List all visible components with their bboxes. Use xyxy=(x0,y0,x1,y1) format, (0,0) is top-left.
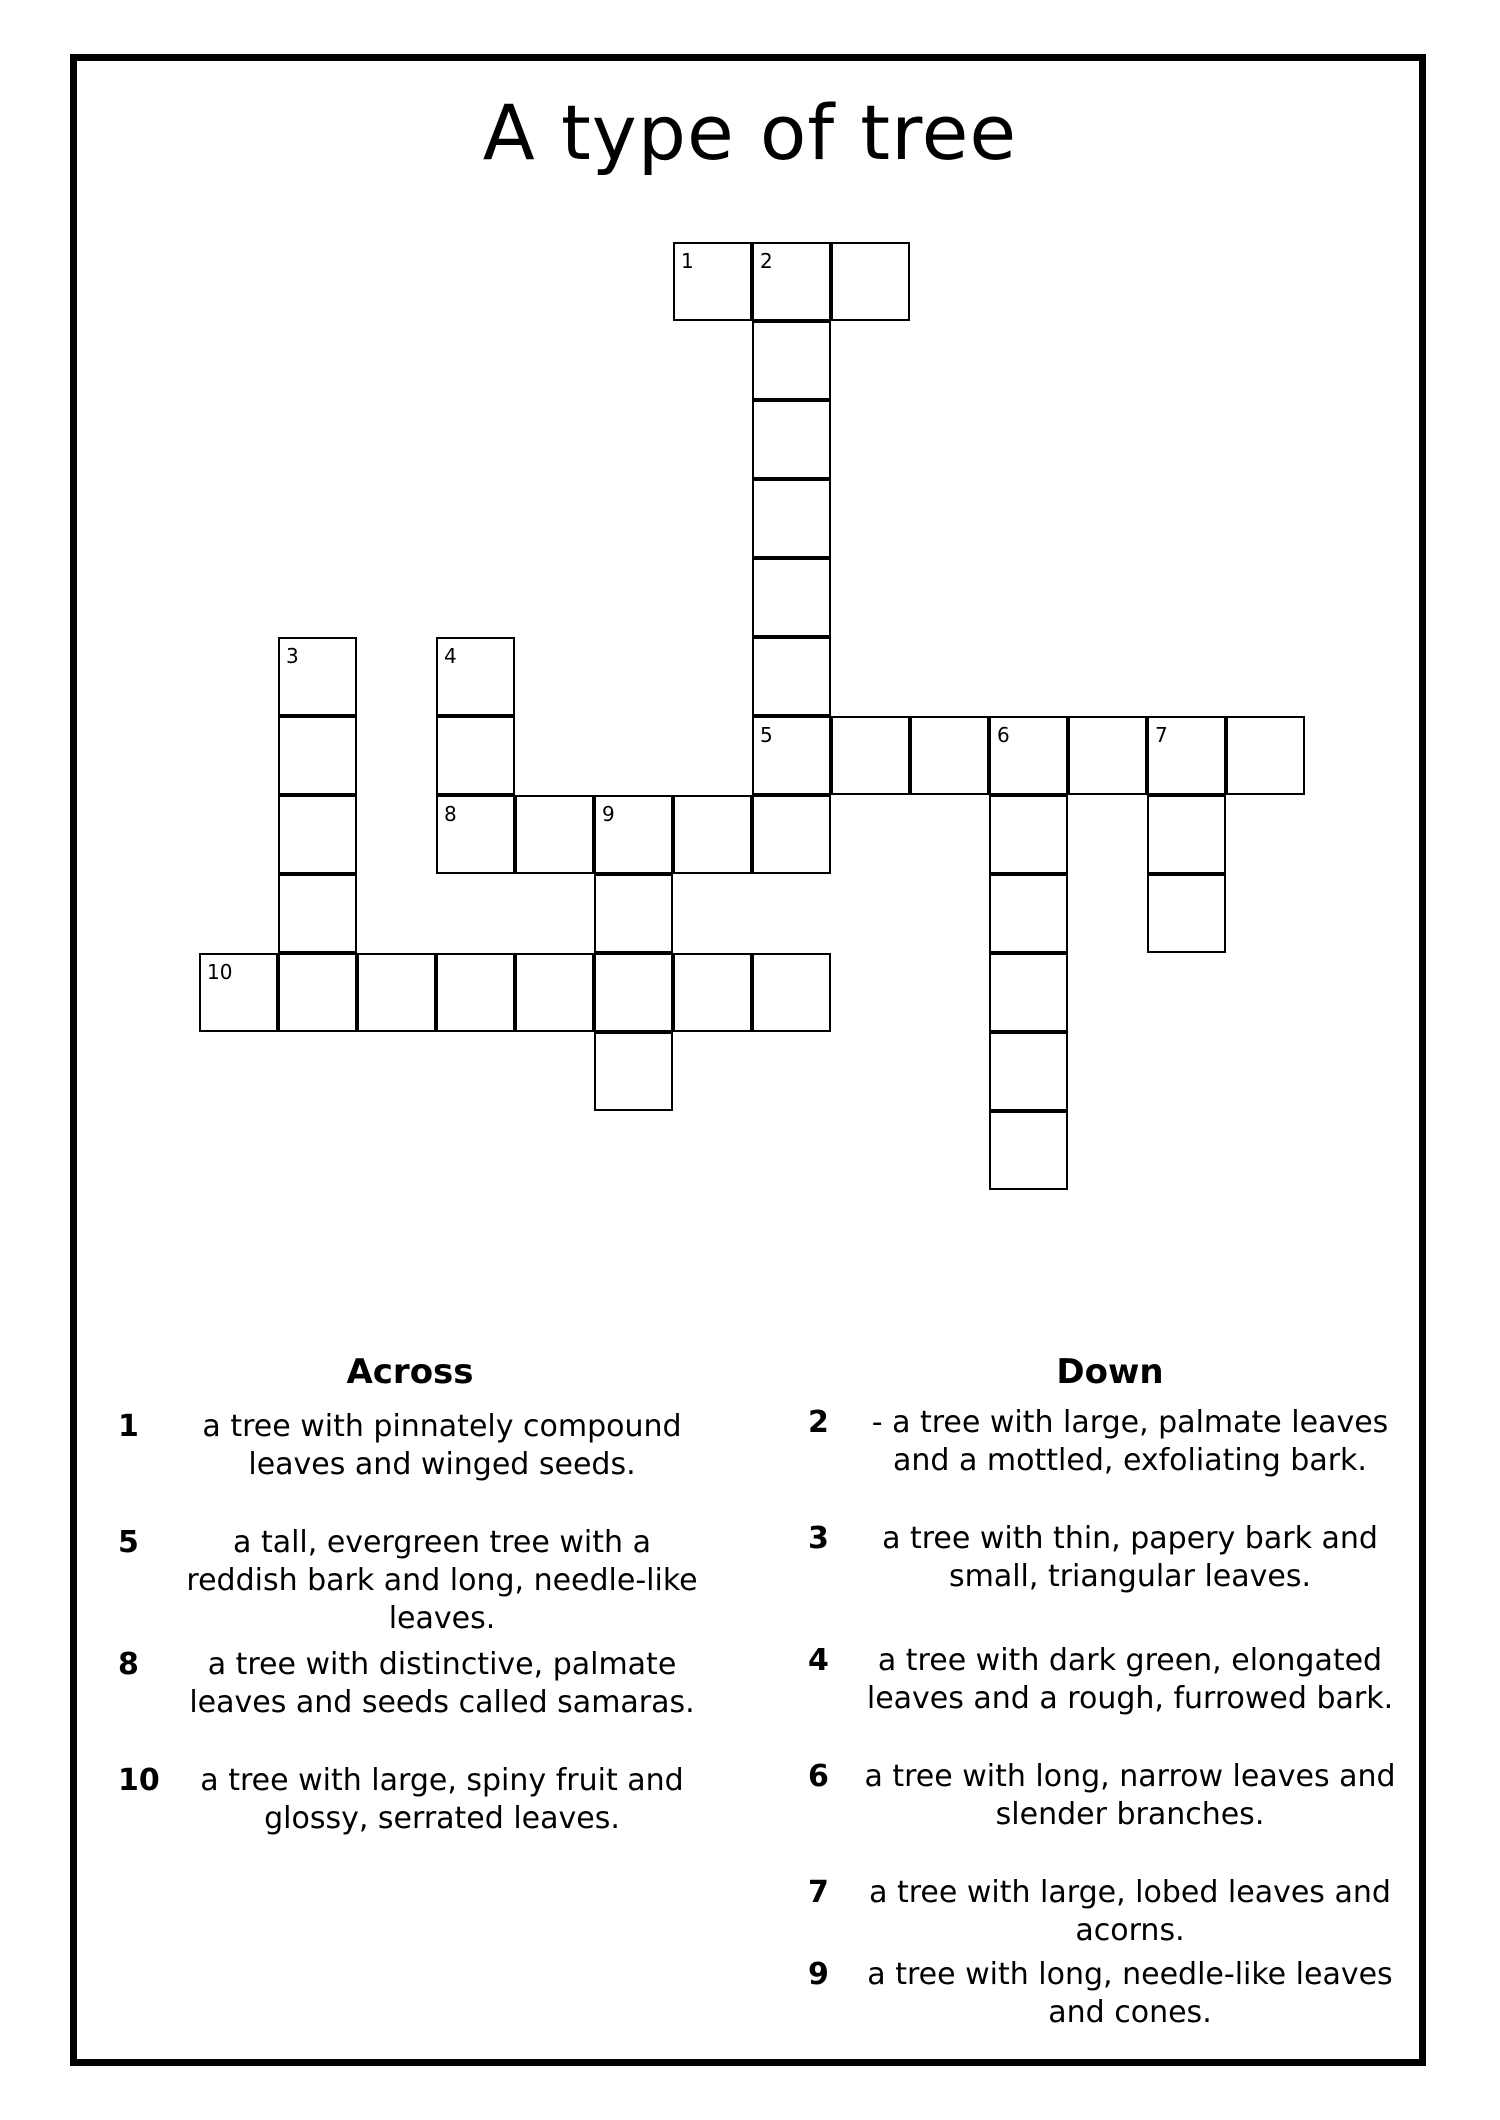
cell-number: 1 xyxy=(681,249,694,273)
grid-cell[interactable] xyxy=(673,795,752,874)
grid-cell[interactable] xyxy=(594,1032,673,1111)
grid-cell[interactable] xyxy=(831,242,910,321)
clue-number: 10 xyxy=(118,1763,160,1798)
across-heading: Across xyxy=(346,1352,474,1392)
grid-cell[interactable] xyxy=(278,874,357,953)
cell-number: 5 xyxy=(760,723,773,747)
grid-cell[interactable] xyxy=(594,795,673,874)
grid-cell[interactable] xyxy=(1147,716,1226,795)
cell-number: 3 xyxy=(286,644,299,668)
grid-cell[interactable] xyxy=(989,1111,1068,1190)
grid-cell[interactable] xyxy=(515,953,594,1032)
clue-number: 3 xyxy=(808,1521,829,1556)
grid-cell[interactable] xyxy=(989,716,1068,795)
clue-text: a tree with large, spiny fruit and glossy, serrated leaves. xyxy=(200,1763,684,1836)
grid-cell[interactable] xyxy=(1068,716,1147,795)
grid-cell[interactable] xyxy=(910,716,989,795)
grid-cell[interactable] xyxy=(989,795,1068,874)
clue-number: 1 xyxy=(118,1409,139,1444)
cell-number: 2 xyxy=(760,249,773,273)
clue-number: 8 xyxy=(118,1647,139,1682)
cell-number: 4 xyxy=(444,644,457,668)
grid-cell[interactable] xyxy=(436,795,515,874)
grid-cell[interactable] xyxy=(199,953,278,1032)
grid-cell[interactable] xyxy=(594,953,673,1032)
grid-cell[interactable] xyxy=(752,400,831,479)
clue-text: a tree with long, narrow leaves and slender branches. xyxy=(864,1759,1396,1832)
clue-text: a tree with large, lobed leaves and acorns. xyxy=(869,1875,1391,1948)
clue-number: 5 xyxy=(118,1525,139,1560)
clue-text: a tree with pinnately compound leaves and winged seeds. xyxy=(202,1409,682,1482)
cell-number: 8 xyxy=(444,802,457,826)
cell-number: 10 xyxy=(207,960,233,984)
grid-cell[interactable] xyxy=(752,558,831,637)
clue-text: a tall, evergreen tree with a reddish bark and long, needle-like leaves. xyxy=(186,1525,698,1636)
grid-cell[interactable] xyxy=(989,953,1068,1032)
grid-cell[interactable] xyxy=(673,242,752,321)
grid-cell[interactable] xyxy=(989,874,1068,953)
clue-text: a tree with long, needle-like leaves and cones. xyxy=(867,1957,1393,2030)
grid-cell[interactable] xyxy=(515,795,594,874)
grid-cell[interactable] xyxy=(989,1032,1068,1111)
cell-number: 7 xyxy=(1155,723,1168,747)
grid-cell[interactable] xyxy=(278,795,357,874)
grid-cell[interactable] xyxy=(1147,874,1226,953)
grid-cell[interactable] xyxy=(831,716,910,795)
down-heading: Down xyxy=(1056,1352,1164,1392)
clue-text: a tree with thin, papery bark and small, triangular leaves. xyxy=(882,1521,1378,1594)
grid-cell[interactable] xyxy=(278,953,357,1032)
grid-cell[interactable] xyxy=(673,953,752,1032)
grid-cell[interactable] xyxy=(752,242,831,321)
grid-cell[interactable] xyxy=(1226,716,1305,795)
grid-cell[interactable] xyxy=(278,637,357,716)
grid-cell[interactable] xyxy=(594,874,673,953)
grid-cell[interactable] xyxy=(278,716,357,795)
clue-number: 7 xyxy=(808,1875,829,1910)
grid-cell[interactable] xyxy=(436,953,515,1032)
clue-text: a tree with dark green, elongated leaves and a rough, furrowed bark. xyxy=(866,1643,1394,1716)
grid-cell[interactable] xyxy=(752,716,831,795)
grid-cell[interactable] xyxy=(752,795,831,874)
grid-cell[interactable] xyxy=(752,637,831,716)
grid-cell[interactable] xyxy=(752,321,831,400)
clue-text: a tree with distinctive, palmate leaves and seeds called samaras. xyxy=(189,1647,695,1720)
grid-cell[interactable] xyxy=(1147,795,1226,874)
clue-number: 9 xyxy=(808,1957,829,1992)
clue-text: - a tree with large, palmate leaves and a mottled, exfoliating bark. xyxy=(871,1405,1389,1478)
grid-cell[interactable] xyxy=(436,716,515,795)
page-title: A type of tree xyxy=(482,88,1018,177)
clue-number: 6 xyxy=(808,1759,829,1794)
clue-number: 2 xyxy=(808,1405,829,1440)
grid-cell[interactable] xyxy=(752,953,831,1032)
clue-number: 4 xyxy=(808,1643,829,1678)
cell-number: 6 xyxy=(997,723,1010,747)
grid-cell[interactable] xyxy=(357,953,436,1032)
cell-number: 9 xyxy=(602,802,615,826)
grid-cell[interactable] xyxy=(752,479,831,558)
grid-cell[interactable] xyxy=(436,637,515,716)
